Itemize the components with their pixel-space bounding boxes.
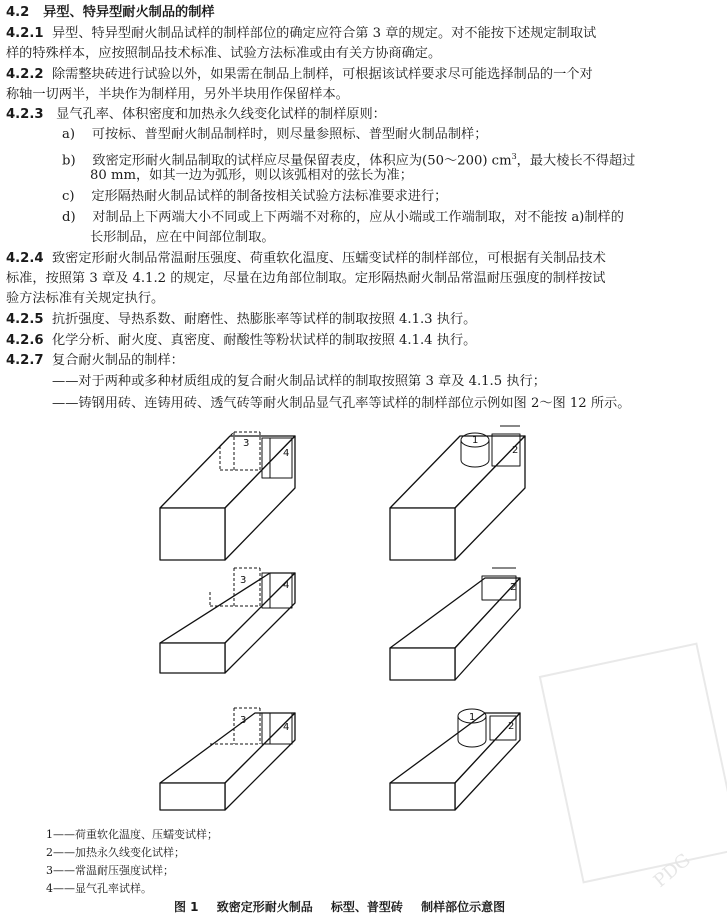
legend-item-3: 3——常温耐压强度试样；: [46, 864, 174, 877]
superscript: 3: [511, 152, 517, 161]
para-4-2-1-line1: [6, 25, 596, 43]
item-text: 致密定形耐火制品制取的试样应尽量保留表皮，体积应为(50～200) cm: [92, 153, 512, 169]
para-text: 复合耐火制品的制样：: [51, 353, 184, 368]
para-4-2-2-line2: 称轴一切两半，半块作为制样用，另外半块用作保留样本。: [6, 87, 349, 102]
legend-item-4: 4——显气孔率试样。: [46, 882, 152, 895]
label-3: 3: [240, 715, 247, 726]
item-label: a): [62, 127, 76, 142]
label-1: 1: [469, 712, 476, 723]
item-text: 对制品上下两端大小不同或上下两端不对称的，应从小端或工作端制取，对不能按 a)制样的: [92, 210, 624, 225]
para-number: 4.2.2: [6, 67, 44, 82]
label-2: 2: [512, 445, 519, 456]
label-4: 4: [283, 448, 290, 459]
dash-item-2: ——铸钢用砖、连铸用砖、透气砖等耐火制品显气孔率等试样的制样部位示例如图 2～图 12 所示。: [52, 396, 631, 411]
para-4-2-5: [6, 311, 476, 329]
figure-1-brick-sampling-diagram: [0, 418, 727, 898]
item-label: d): [62, 210, 76, 225]
legend-item-1: 1——荷重软化温度、压蠕变试样；: [46, 828, 218, 841]
para-text: 异型、特异型耐火制品试样的制样部位的确定应符合第 3 章的规定。对不能按下述规定制取试: [51, 26, 597, 41]
item-label: c): [62, 189, 75, 204]
item-label: b): [62, 153, 76, 169]
caption-part-3: 制样部位示意图: [421, 900, 506, 914]
caption-part-2: 标型、普型砖: [330, 900, 403, 914]
para-4-2-2-line1: [6, 66, 593, 84]
para-number: 4.2.4: [6, 251, 44, 266]
brick-5: [160, 708, 295, 810]
para-number: 4.2.6: [6, 333, 44, 348]
para-4-2-4-line1: [6, 250, 606, 268]
brick-3: [160, 568, 295, 673]
section-title: 异型、特异型耐火制品的制样: [43, 5, 215, 20]
para-4-2-7: [6, 352, 184, 370]
watermark-text: PDG: [649, 849, 695, 892]
label-3: 3: [240, 575, 247, 586]
para-text: 抗折强度、导热系数、耐磨性、热膨胀率等试样的制取按照 4.1.3 执行。: [51, 312, 477, 327]
item-d-line2: 长形制品，应在中间部位制取。: [90, 230, 275, 245]
caption-part-1: 致密定形耐火制品: [216, 900, 313, 914]
brick-4: [390, 568, 520, 680]
label-2: 2: [508, 721, 515, 732]
item-c: [62, 188, 447, 206]
para-text: 显气孔率、体积密度和加热永久线变化试样的制样原则：: [56, 107, 386, 122]
label-4: 4: [283, 722, 290, 733]
watermark-seal: [540, 644, 727, 892]
section-number: 4.2: [6, 5, 30, 20]
para-number: 4.2.1: [6, 26, 44, 41]
para-4-2-4-line2: 标准，按照第 3 章及 4.1.2 的规定，尽量在边角部位制取。定形隔热耐火制品常温耐压强度的制样按试: [6, 271, 606, 286]
item-text-tail: ，最大棱长不得超过: [516, 153, 636, 169]
para-number: 4.2.7: [6, 353, 44, 368]
section-heading: [6, 4, 215, 22]
item-a: [62, 126, 487, 144]
label-4: 4: [283, 580, 290, 591]
label-3: 3: [243, 438, 250, 449]
label-2: 2: [510, 582, 517, 593]
item-b-line2: 80 mm，如其一边为弧形，则以该弧相对的弦长为准；: [90, 168, 413, 183]
legend-item-2: 2——加热永久线变化试样；: [46, 846, 185, 859]
para-number: 4.2.3: [6, 107, 44, 122]
label-1: 1: [472, 435, 479, 446]
dash-item-1: ——对于两种或多种材质组成的复合耐火制品试样的制取按照第 3 章及 4.1.5 执行；: [52, 374, 546, 389]
brick-6: [390, 709, 520, 810]
para-text: 化学分析、耐火度、真密度、耐酸性等粉状试样的制取按照 4.1.4 执行。: [51, 333, 477, 348]
para-4-2-1-line2: 样的特殊样本，应按照制品技术标准、试验方法标准或由有关方协商确定。: [6, 46, 442, 61]
item-text: 定形隔热耐火制品试样的制备按相关试验方法标准要求进行；: [91, 189, 448, 204]
para-4-2-6: [6, 332, 476, 350]
brick-1: [160, 432, 295, 560]
para-4-2-4-line3: 验方法标准有关规定执行。: [6, 291, 165, 306]
item-text: 可按标、普型耐火制品制样时，则尽量参照标、普型耐火制品制样；: [91, 127, 488, 142]
brick-2: [390, 426, 525, 560]
para-4-2-3-line1: [6, 106, 386, 124]
figure-caption: [174, 898, 519, 915]
para-text: 致密定形耐火制品常温耐压强度、荷重软化温度、压蠕变试样的制样部位，可根据有关制品技术: [51, 251, 606, 266]
caption-figure-number: 图 1: [174, 900, 199, 914]
para-text: 除需整块砖进行试验以外，如果需在制品上制样，可根据该试样要求尽可能选择制品的一个对: [51, 67, 593, 82]
para-number: 4.2.5: [6, 312, 44, 327]
item-d-line1: [62, 209, 624, 227]
